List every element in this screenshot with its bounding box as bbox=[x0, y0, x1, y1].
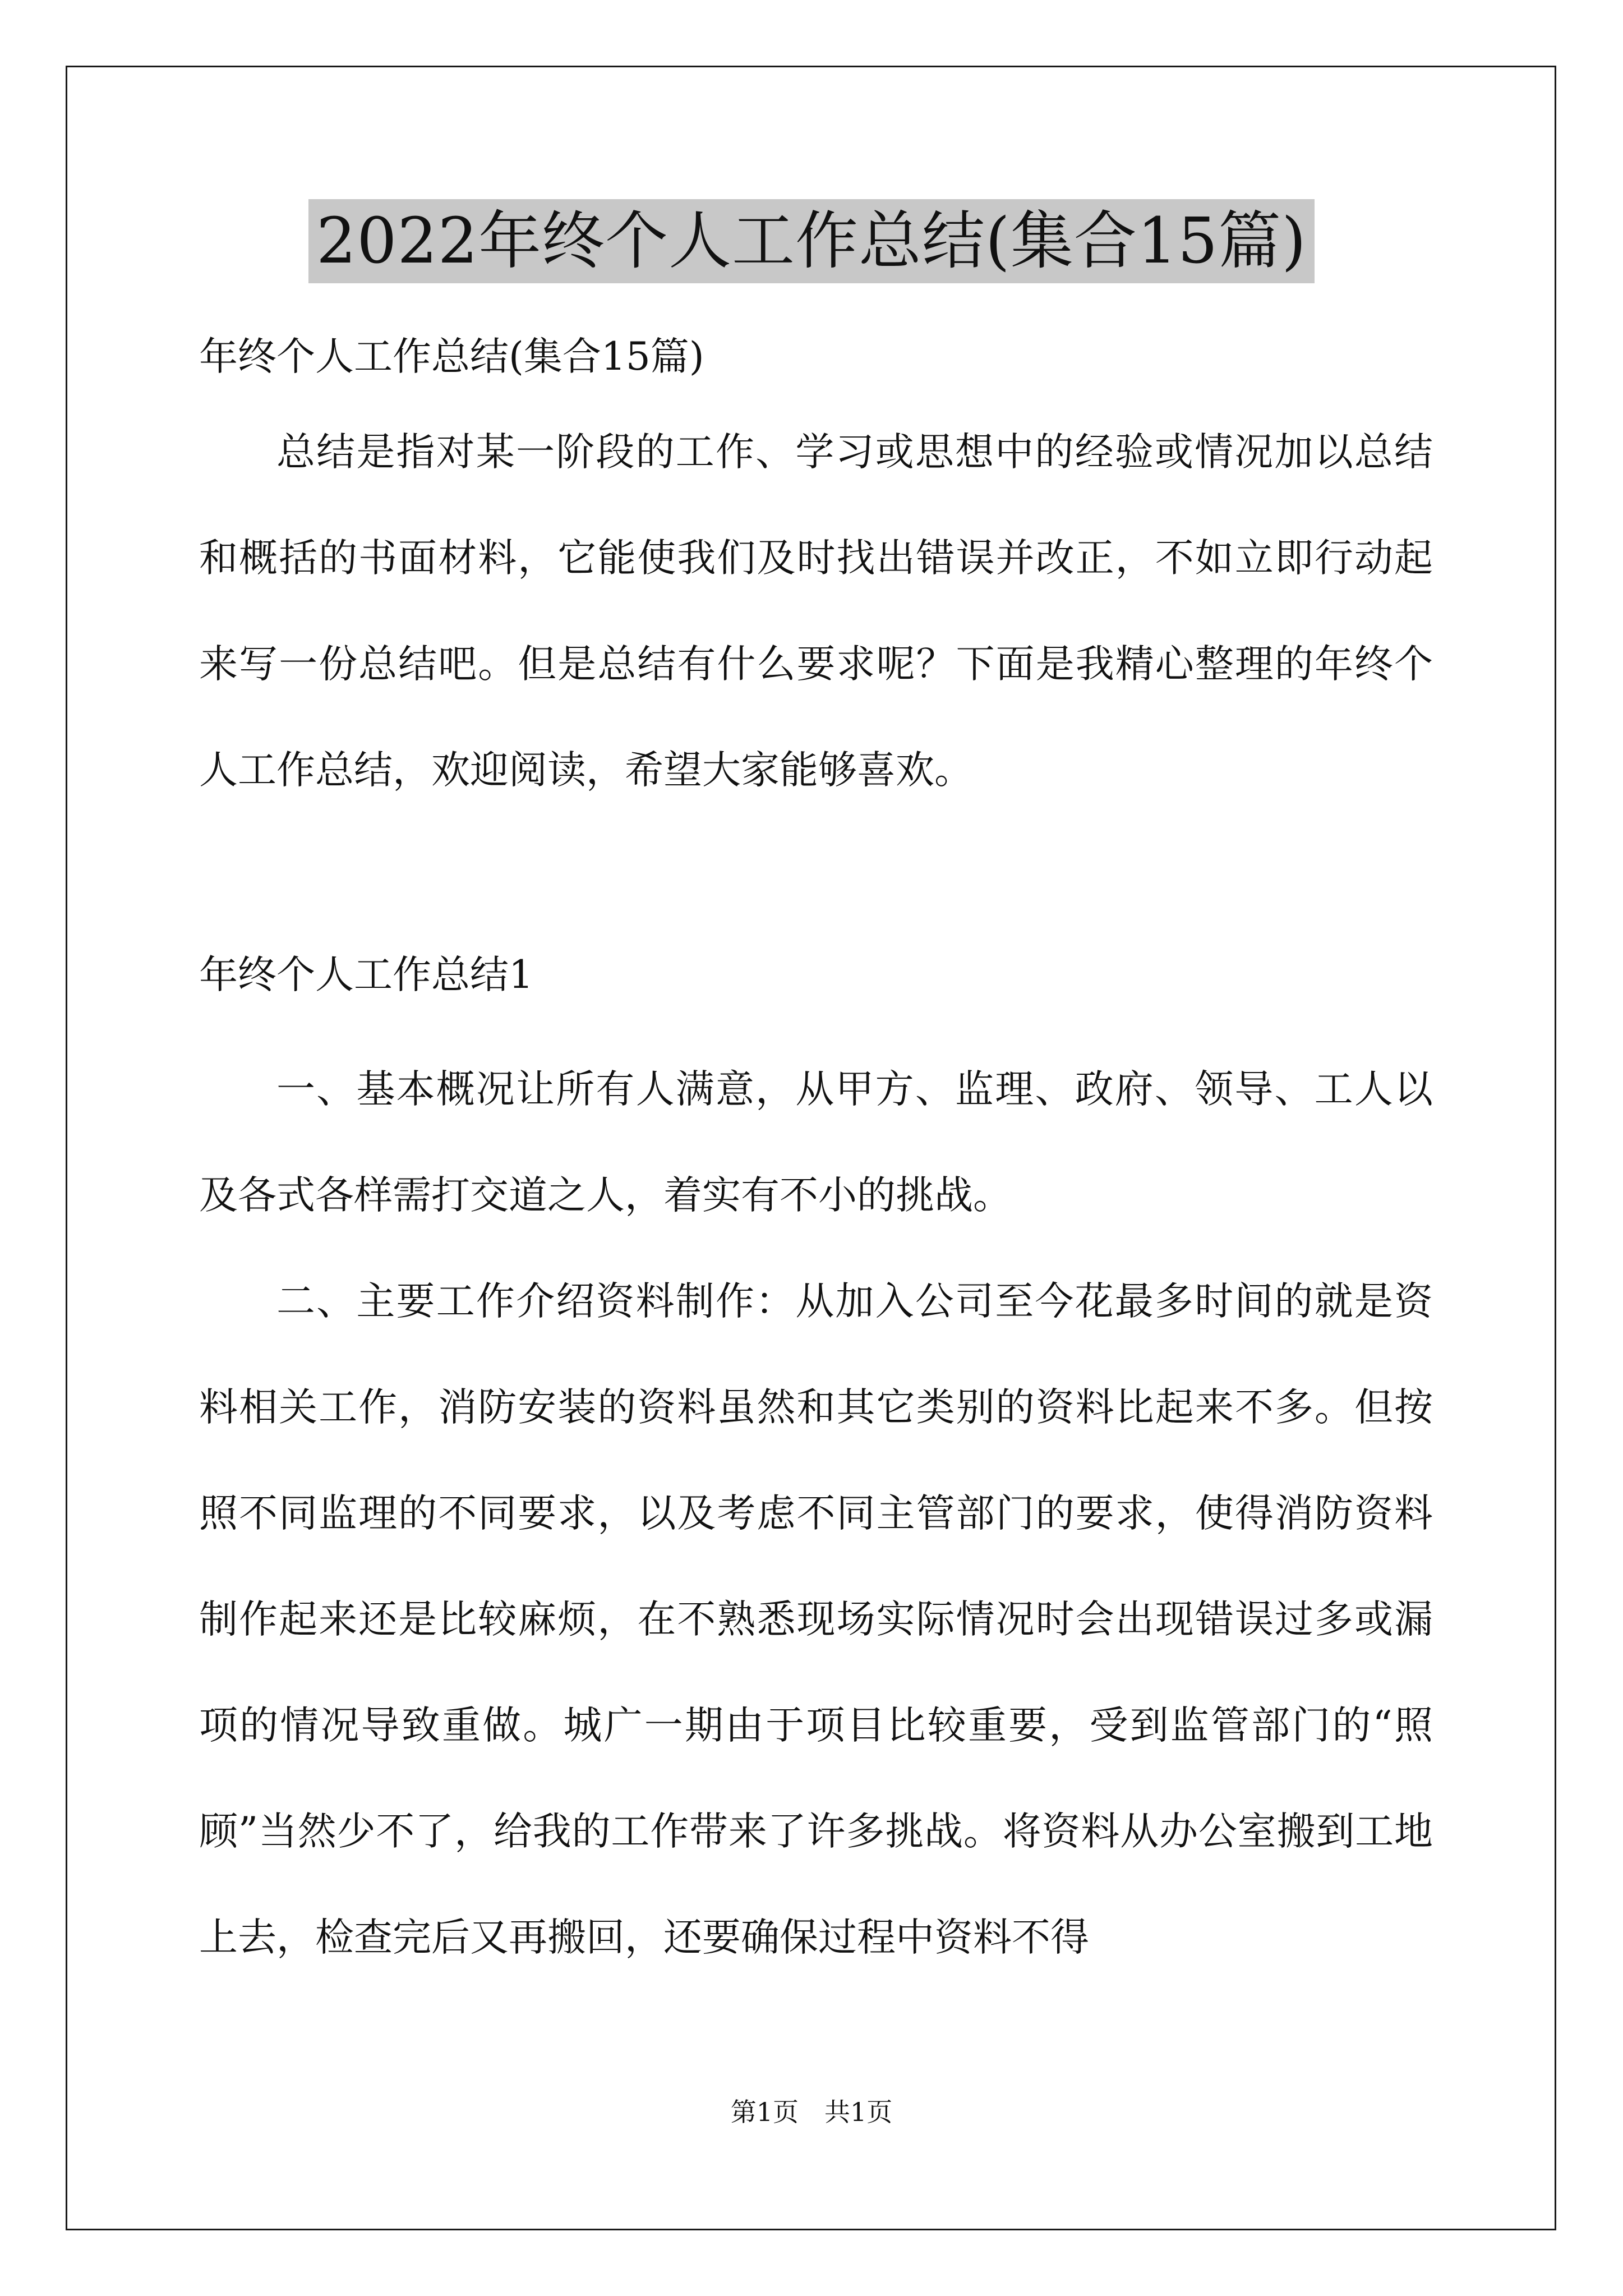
section-heading-1: 年终个人工作总结1 bbox=[199, 953, 533, 997]
page-footer: 第1页 共1页 bbox=[730, 2097, 893, 2127]
document-subtitle: 年终个人工作总结(集合15篇) bbox=[199, 334, 704, 379]
document-body bbox=[199, 314, 1433, 1991]
document-title: 2022年终个人工作总结(集合15篇) bbox=[308, 199, 1315, 283]
section1-paragraph-1: 一、基本概况让所有人满意，从甲方、监理、政府、领导、工人以及各式各样需打交道之人，着实有不小的挑战。 bbox=[199, 1067, 1433, 1218]
section1-paragraph-2: 二、主要工作介绍资料制作：从加入公司至今花最多时间的就是资料相关工作，消防安装的资料虽然和其它类别的资料比起来不多。但按照不同监理的不同要求，以及考虑不同主管部门的要求，使得消防资料制作起来还是比较麻烦，在不熟悉现场实际情况时会出现错误过多或漏项的情况导致重做。城广一期由于项目比较重要，受到监管部门的“照顾”当然少不了，给我的工作带来了许多挑战。将资料从办公室搬到工地上去，检查完后又再搬回，还要确保过程中资料不得 bbox=[199, 1279, 1433, 1960]
title-container bbox=[0, 199, 1623, 283]
intro-paragraph: 总结是指对某一阶段的工作、学习或思想中的经验或情况加以总结和概括的书面材料，它能使我们及时找出错误并改正，不如立即行动起来写一份总结吧。但是总结有什么要求呢？下面是我精心整理的年终个人工作总结，欢迎阅读，希望大家能够喜欢。 bbox=[199, 430, 1433, 793]
